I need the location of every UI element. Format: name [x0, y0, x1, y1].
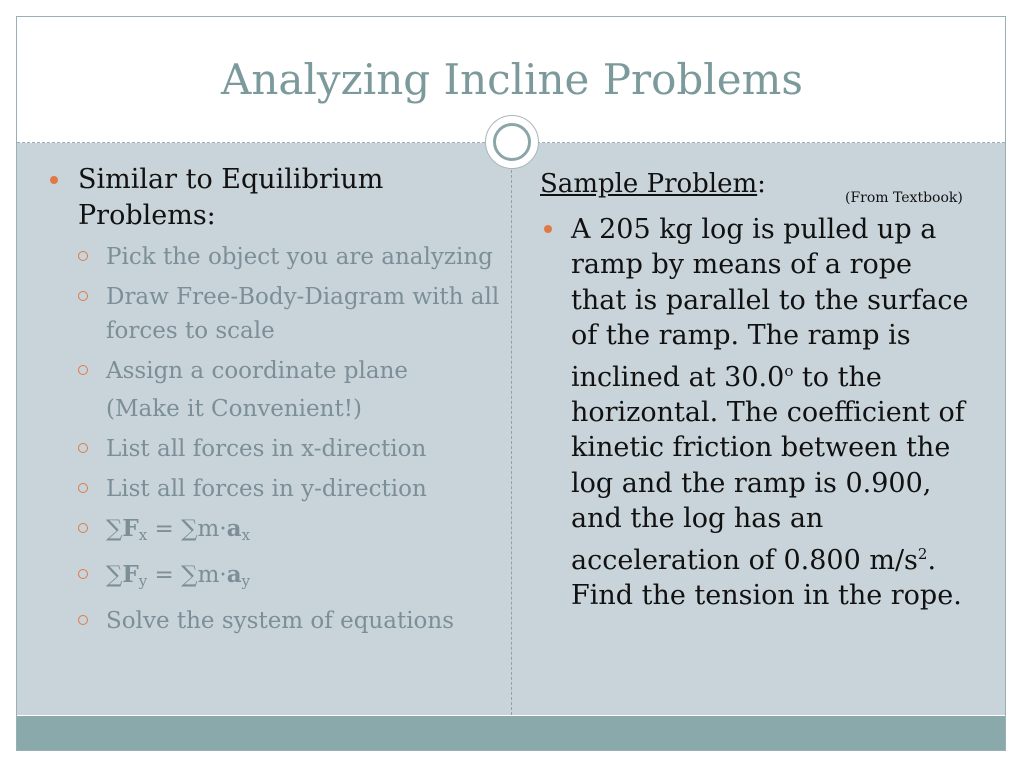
list-item	[46, 354, 506, 388]
accel-symbol: a	[226, 515, 242, 542]
squared-superscript: 2	[917, 544, 928, 563]
circle-ornament-icon	[485, 115, 539, 169]
circle-bullet-icon	[78, 523, 88, 533]
circle-bullet-icon	[78, 615, 88, 625]
heading-colon: :	[757, 169, 766, 199]
source-note: (From Textbook)	[845, 190, 963, 206]
problem-text: to the horizontal. The coefficient of kinetic friction between the log and the ramp is 0.900, and the log has an acceleration of 0.800 m/s	[571, 361, 965, 576]
list-item	[46, 280, 506, 348]
circle-bullet-icon	[78, 365, 88, 375]
list-item	[46, 240, 506, 274]
list-item	[46, 432, 506, 466]
problem-statement	[540, 212, 970, 613]
bullet-icon	[544, 225, 552, 233]
subscript: y	[138, 572, 148, 590]
slide-title: Analyzing Incline Problems	[221, 55, 803, 104]
accel-symbol: a	[226, 561, 242, 588]
sum-symbol: ∑	[106, 562, 123, 588]
subscript: x	[138, 526, 148, 544]
circle-bullet-icon	[78, 569, 88, 579]
footer-bar	[17, 716, 1005, 750]
circle-bullet-icon	[78, 483, 88, 493]
force-symbol: F	[122, 515, 139, 542]
subscript: x	[241, 526, 251, 544]
step-text: List all forces in x-direction	[106, 436, 427, 462]
list-item	[46, 604, 506, 638]
circle-bullet-icon	[78, 443, 88, 453]
column-divider	[511, 170, 512, 715]
step-text: Draw Free-Body-Diagram with all forces to scale	[106, 284, 500, 344]
equation-x	[46, 512, 506, 552]
step-text: Assign a coordinate plane	[106, 358, 408, 384]
subscript: y	[241, 572, 251, 590]
sum-symbol: ∑	[106, 516, 123, 542]
problem-text: . Find the tension in the rope.	[571, 544, 962, 612]
step-text: Pick the object you are analyzing	[106, 244, 493, 270]
circle-bullet-icon	[78, 291, 88, 301]
problem-text: A 205 kg log is pulled up a ramp by means of a rope that is parallel to the surface of the ramp. The ramp is inclined at 30.0	[571, 214, 969, 393]
sample-problem-heading	[540, 166, 970, 206]
equation-text: = ∑m·	[147, 516, 227, 542]
inner-circle-icon	[493, 123, 531, 161]
bullet-icon	[50, 176, 58, 184]
left-heading: Similar to Equilibrium Problems:	[78, 164, 384, 231]
equation-text: = ∑m·	[147, 562, 227, 588]
step-text: List all forces in y-direction	[106, 476, 427, 502]
heading-text: Sample Problem	[540, 169, 758, 199]
left-main-bullet	[46, 162, 506, 234]
left-column	[46, 162, 506, 644]
degree-superscript: o	[784, 361, 794, 380]
right-column	[540, 166, 970, 613]
list-item	[46, 472, 506, 506]
step-text: Solve the system of equations	[106, 608, 455, 634]
force-symbol: F	[122, 561, 139, 588]
circle-bullet-icon	[78, 251, 88, 261]
equation-y	[46, 558, 506, 598]
step-text: (Make it Convenient!)	[106, 396, 362, 422]
steps-list	[46, 240, 506, 638]
list-item	[46, 392, 506, 426]
